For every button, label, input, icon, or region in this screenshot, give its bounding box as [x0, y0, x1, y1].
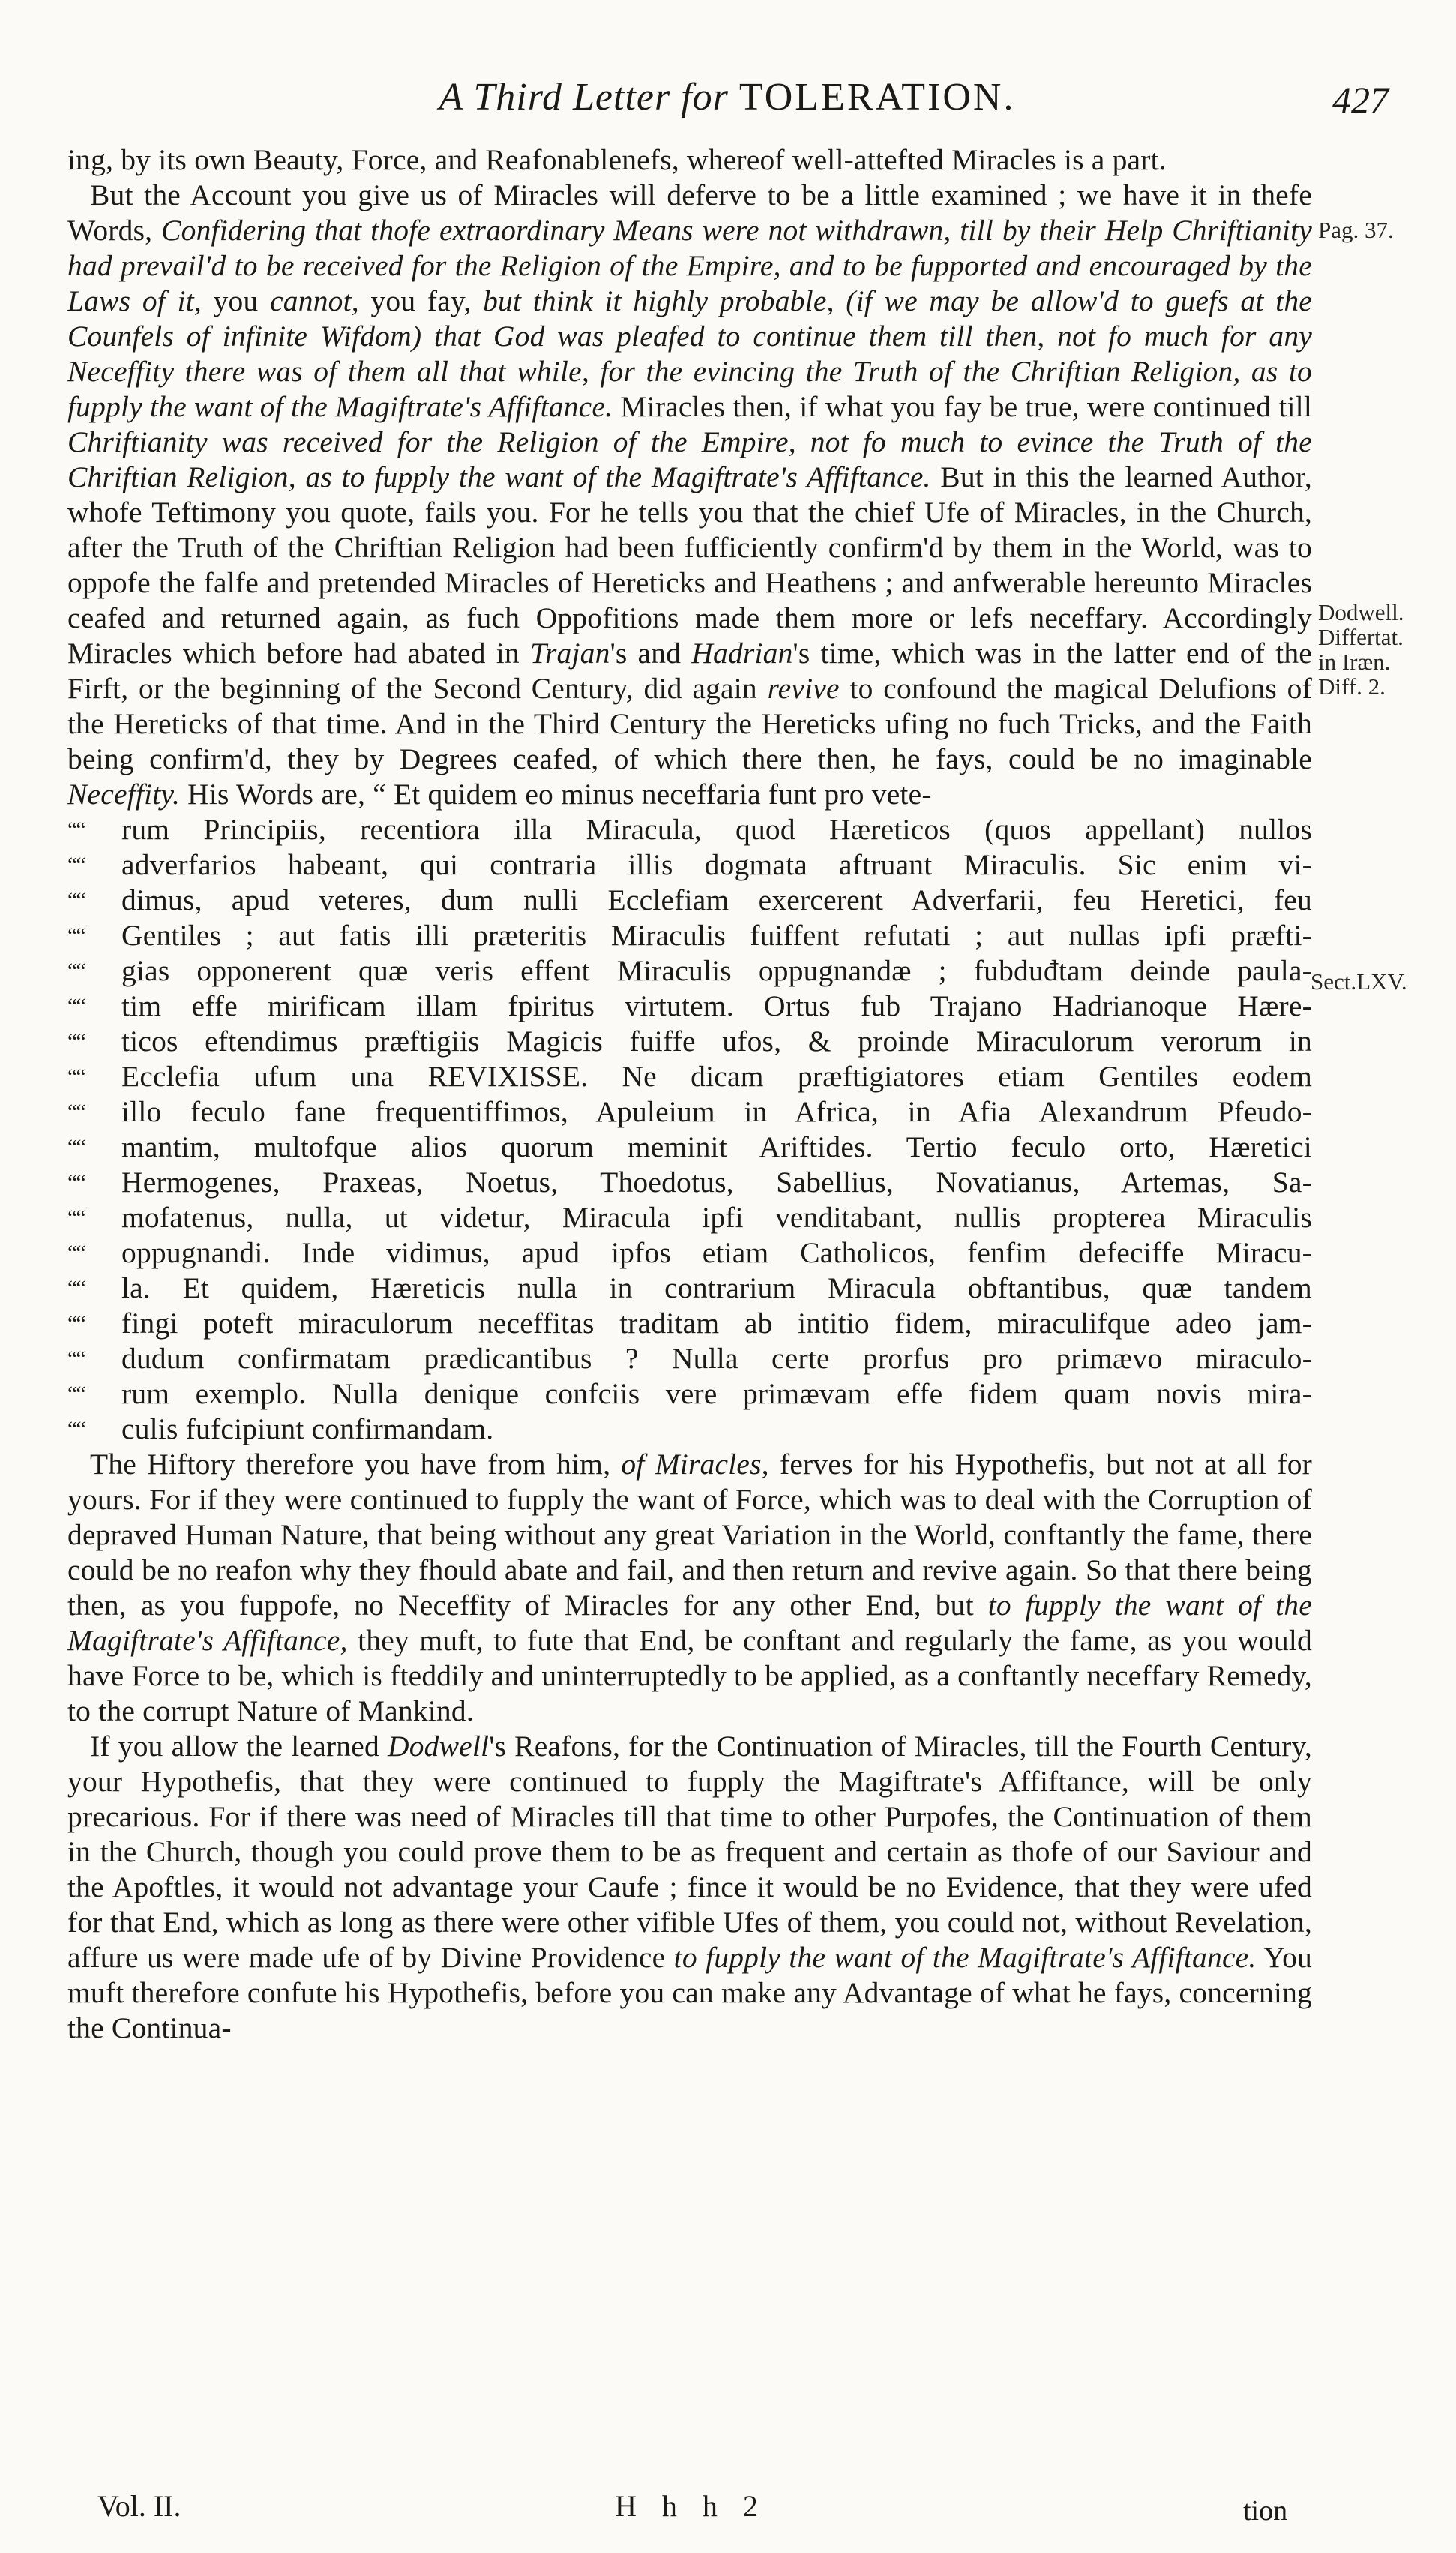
p2-italic-5: Trajan — [529, 637, 610, 670]
paragraph-1 — [67, 142, 1312, 178]
p3-text-1: The Hiftory therefore you have from him, — [90, 1448, 622, 1480]
quote-line: ““ oppugnandi. Inde vidimus, apud ipfos etiam Catholicos, fenfim defeciffe Miracu- — [121, 1235, 1312, 1270]
quote-line: ““ fingi poteft miraculorum neceffitas traditam ab intitio fidem, miraculifque adeo jam- — [121, 1306, 1312, 1341]
quote-line: ““ adverfarios habeant, qui contraria illis dogmata aftruant Miraculis. Sic enim vi- — [121, 848, 1312, 883]
margin-note-dodwell — [1318, 600, 1404, 699]
running-head-caps: TOLERATION. — [738, 76, 1016, 118]
footer-catchword: tion — [1243, 2495, 1288, 2527]
paragraph-2 — [67, 178, 1312, 812]
margin-note-dodwell-line3: in Iræn. — [1318, 649, 1391, 675]
p2-italic-1: Confidering that thofe extraordinary Means were not withdrawn, till by their Help Chriftianity had prevail'd to be received for the Religion of the Empire, and to be fupported and encouraged by the Laws of it, — [67, 214, 1313, 317]
quote-line: ““ Ecclefia ufum una REVIXISSE. Ne dicam præftigiatores etiam Gentiles eodem — [121, 1059, 1312, 1094]
quote-line: ““ illo feculo fane frequentiffimos, Apuleium in Africa, in Afia Alexandrum Pfeudo- — [121, 1094, 1312, 1130]
quote-line: ““ dimus, apud veteres, dum nulli Ecclefiam exercerent Adverfarii, feu Heretici, feu — [121, 883, 1312, 918]
p4-text-3: You muft therefore confute his Hypothefis, before you can make any Advantage of what he fays, concerning the Continua- — [67, 1941, 1313, 2044]
quote-line: ““ la. Et quidem, Hæreticis nulla in contrarium Miracula obftantibus, quæ tandem — [121, 1270, 1312, 1306]
body-text — [67, 142, 1312, 2046]
quote-line: ““ mofatenus, nulla, ut videtur, Miracula ipfi venditabant, nullis propterea Miraculis — [121, 1200, 1312, 1235]
quote-line: ““ tim effe mirificam illam fpiritus virtutem. Ortus fub Trajano Hadrianoque Hære- — [121, 988, 1312, 1024]
footer-volume: Vol. II. — [97, 2489, 181, 2523]
p2-italic-4: Chriftianity was received for the Religion of the Empire, not fo much to evince the Truth of the Chriftian Religion, as to fupply the want of the Magiftrate's Affiftance. — [67, 425, 1312, 494]
running-head — [390, 75, 1065, 119]
p4-italic-1: Dodwell — [387, 1730, 490, 1762]
margin-note-pag: Pag. 37. — [1318, 217, 1394, 243]
p4-italic-2: to fupply the want of the Magiftrate's Affiftance. — [673, 1941, 1257, 1974]
p2-text-3: you fay, — [358, 284, 484, 317]
p2-text-9: His Words are, “ Et quidem eo minus neceffaria funt pro vete- — [180, 778, 932, 811]
footer-signature-mark: H h h 2 — [615, 2489, 767, 2523]
paragraph-3 — [67, 1447, 1312, 1729]
latin-quotation — [67, 812, 1312, 1447]
quote-line: ““ culis fufcipiunt confirmandam. — [121, 1412, 1312, 1447]
p2-text-8: to confound the magical Delufions of the Hereticks of that time. And in the Third Century the Hereticks ufing no fuch Tricks, and the Faith being confirm'd, they by Degrees ceafed, of which there then, he fays, could be no imaginable — [67, 672, 1312, 776]
p2-italic-3: but think it highly probable, (if we may be allow'd to guefs at the Counfels of infinite Wifdom) that God was pleafed to continue them till then, not fo much for any Neceffity there was of them all that while, for the evincing the Truth of the Chriftian Religion, as to fupply the want of the Magiftrate's Affiftance. — [67, 284, 1313, 423]
p2-text-2: you — [202, 284, 271, 317]
p2-italic-2: cannot, — [270, 284, 359, 317]
p2-italic-8: Neceffity. — [67, 778, 181, 811]
p2-text-7: 's time, which was in the latter end of the Firft, or the beginning of the Second Century, did again — [67, 637, 1312, 705]
quote-line: ““ dudum confirmatam prædicantibus ? Nulla certe prorfus pro primævo miraculo- — [121, 1341, 1312, 1376]
p2-italic-7: revive — [767, 672, 840, 705]
p2-text-1: But the Account you give us of Miracles will deferve to be a little examined ; we have it in thefe Words, — [67, 178, 1312, 247]
quote-line: ““ ticos eftendimus præftigiis Magicis fuiffe ufos, & proinde Miraculorum verorum in — [121, 1024, 1312, 1059]
p2-text-5: But in this the learned Author, whofe Teftimony you quote, fails you. For he tells you that the chief Ufe of Miracles, in the Church, after the Truth of the Chriftian Religion had been fufficiently confirm'd by them in the World, was to oppofe the falfe and pretended Miracles of Hereticks and Heathens ; and anfwerable hereunto Miracles ceafed and returned again, as fuch Oppofitions made them more or lefs neceffary. Accordingly Miracles which before had abated in — [67, 460, 1312, 670]
margin-note-dodwell-line2: Differtat. — [1318, 624, 1404, 650]
quote-line: ““ rum Principiis, recentiora illa Miracula, quod Hæreticos (quos appellant) nullos — [121, 812, 1312, 848]
p3-text-3: they muft, to fute that End, be conftant and regularly the fame, as you would have Force to be, which is fteddily and uninterruptedly to be applied, as a conftantly neceffary Remedy, to the corrupt Nature of Mankind. — [67, 1624, 1312, 1727]
margin-note-dodwell-line1: Dodwell. — [1318, 599, 1404, 626]
p2-italic-6: Hadrian — [691, 637, 793, 670]
p2-text-4: Miracles then, if what you fay be true, were continued till — [613, 390, 1312, 423]
p4-text-2: 's Reafons, for the Continuation of Miracles, till the Fourth Century, your Hypothefis, that they were continued to fupply the Magiftrate's Affiftance, will be only precarious. For if there was need of Miracles till that time to other Purpofes, the Continuation of them in the Church, though you could prove them to be as frequent and certain as thofe of our Saviour and the Apoftles, it would not advantage your Caufe ; fince it would be no Evidence, that they were ufed for that End, which as long as there were other vifible Ufes of them, you could not, without Revelation, affure us were made ufe of by Divine Providence — [67, 1730, 1312, 1974]
margin-note-dodwell-line4: Diff. 2. — [1318, 674, 1386, 700]
margin-note-section: Sect.LXV. — [1311, 968, 1407, 994]
quote-line: ““ gias opponerent quæ veris effent Miraculis oppugnandæ ; fubduđtam deinde paula- — [121, 953, 1312, 988]
p3-italic-2: to fupply the want of the Magiftrate's Affiftance, — [67, 1588, 1312, 1657]
page-number: 427 — [1332, 79, 1389, 121]
quote-line: ““ Hermogenes, Praxeas, Noetus, Thoedotus, Sabellius, Novatianus, Artemas, Sa- — [121, 1165, 1312, 1200]
p2-text-6: 's and — [610, 637, 692, 670]
p4-text-1: If you allow the learned — [90, 1730, 388, 1762]
p3-italic-1: of Miracles, — [621, 1448, 769, 1480]
paragraph-1-text: ing, by its own Beauty, Force, and Reafonablenefs, whereof well-attefted Miracles is a part. — [67, 143, 1167, 176]
paragraph-4 — [67, 1729, 1312, 2046]
p3-text-2: ferves for his Hypothefis, but not at all for yours. For if they were continued to fupply the want of Force, which was to deal with the Corruption of depraved Human Nature, that being without any great Variation in the World, conftantly the fame, there could be no reafon why they fhould abate and fail, and then return and revive again. So that there being then, as you fuppofe, no Neceffity of Miracles for any other End, but — [67, 1448, 1313, 1622]
running-head-italic: A Third Letter for — [439, 76, 739, 118]
quote-line: ““ mantim, multofque alios quorum meminit Ariftides. Tertio feculo orto, Hæretici — [121, 1130, 1312, 1165]
quote-line: ““ rum exemplo. Nulla denique confciis vere primævam effe fidem quam novis mira- — [121, 1376, 1312, 1412]
quote-line: ““ Gentiles ; aut fatis illi præteritis Miraculis fuiffent refutati ; aut nullas ipfi præfti- — [121, 918, 1312, 953]
